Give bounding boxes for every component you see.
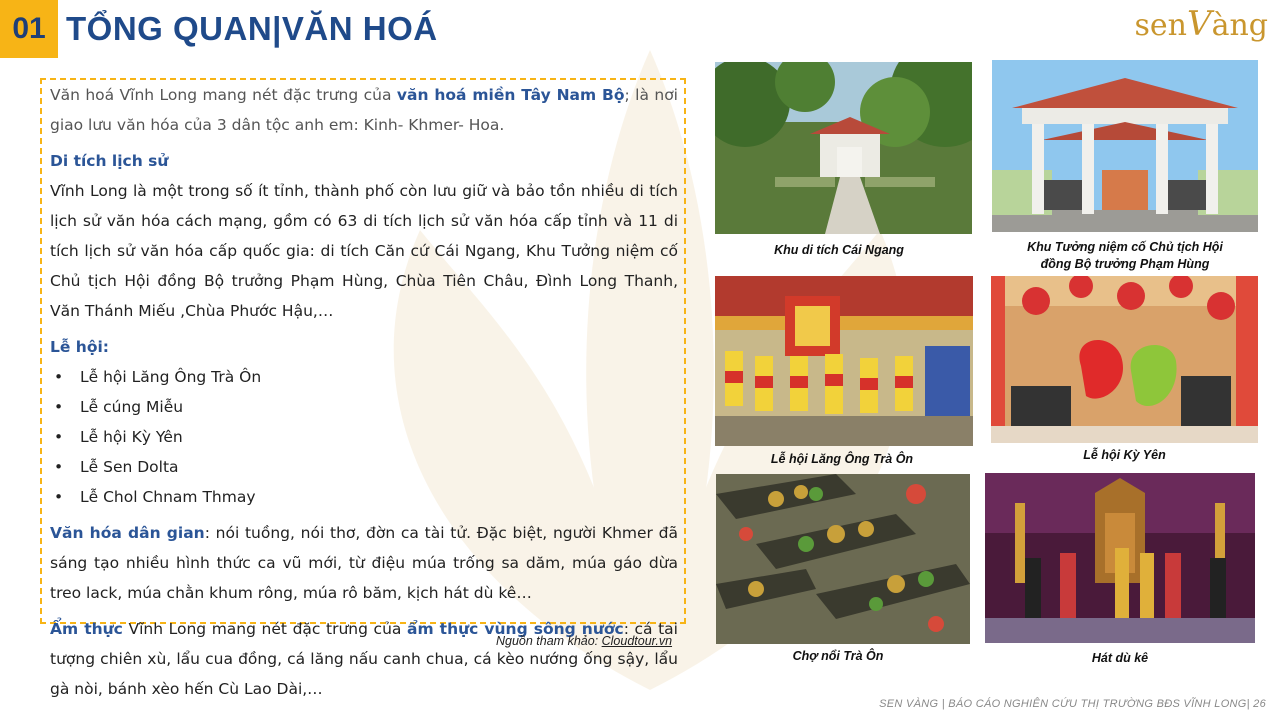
- list-item: • Lễ hội Lăng Ông Trà Ôn: [50, 362, 678, 392]
- festival-list: [50, 362, 678, 512]
- intro-paragraph: [50, 80, 678, 140]
- caption-pham-hung: [992, 239, 1258, 273]
- source-note: [496, 634, 672, 648]
- caption-hat-du-ke: Hát dù kê: [1091, 651, 1149, 665]
- content-text: [50, 80, 678, 704]
- intro-highlight: văn hoá miền Tây Nam Bộ: [396, 86, 625, 104]
- cuisine-paragraph: [50, 614, 678, 704]
- relics-heading: Di tích lịch sử: [50, 152, 169, 170]
- logo-part-3: àng: [1211, 8, 1268, 43]
- list-item: • Lễ hội Kỳ Yên: [50, 422, 678, 452]
- caption-ky-yen: Lễ hội Kỳ Yên: [1083, 448, 1166, 462]
- photo-cai-ngang: [715, 62, 972, 234]
- source-link[interactable]: Cloudtour.vn: [601, 634, 673, 648]
- intro-text-1: Văn hoá Vĩnh Long mang nét đặc trưng của: [50, 86, 397, 104]
- photo-cho-noi: [716, 474, 970, 644]
- section-number: 01: [0, 0, 58, 58]
- caption-pham-hung-line-1: Khu Tưởng niệm cố Chủ tịch Hội: [1027, 240, 1223, 254]
- cuisine-text-1: Vĩnh Long mang nét đặc trưng của: [122, 620, 407, 638]
- relics-paragraph: Vĩnh Long là một trong số ít tỉnh, thành phố còn lưu giữ và bảo tồn nhiều di tích lịch sử văn hóa cách mạng, gồm có 63 di tích lịch sử văn hóa cấp tỉnh và 11 di tích lịch sử văn hóa cấp quốc gia: di tích Căn cứ Cái Ngang, Khu Tưởng niệm cố Chủ tịch Hội đồng Bộ trưởng Phạm Hùng, Chùa Tiên Châu, Đình Long Thanh, Văn Thánh Miếu ,Chùa Phước Hậu,…: [50, 182, 678, 320]
- cuisine-heading: Ẩm thực: [50, 620, 123, 638]
- photo-hat-du-ke: [985, 473, 1255, 643]
- page-footer: SEN VÀNG | BÁO CÁO NGHIÊN CỨU THỊ TRƯỜNG BĐS VĨNH LONG| 26: [879, 698, 1266, 710]
- folk-paragraph: [50, 518, 678, 608]
- caption-cho-noi: Chợ nổi Trà Ôn: [792, 649, 884, 663]
- festivals-heading: Lễ hội:: [50, 338, 109, 356]
- list-item: • Lễ Chol Chnam Thmay: [50, 482, 678, 512]
- logo-part-2: V: [1187, 4, 1212, 44]
- list-item: • Lễ Sen Dolta: [50, 452, 678, 482]
- caption-pham-hung-line-2: đồng Bộ trưởng Phạm Hùng: [1040, 257, 1210, 271]
- folk-heading: Văn hóa dân gian: [50, 524, 205, 542]
- intro-text-2: ; là nơi giao lưu văn hóa của 3 dân tộc anh em: Kinh- Khmer- Hoa.: [50, 86, 678, 134]
- list-item: • Lễ cúng Miễu: [50, 392, 678, 422]
- source-label: Nguồn tham khảo:: [496, 634, 602, 648]
- photo-ky-yen: [991, 276, 1258, 443]
- caption-cai-ngang: Khu di tích Cái Ngang: [774, 243, 904, 257]
- photo-pham-hung: [992, 60, 1258, 232]
- cuisine-highlight: ẩm thực vùng sông nước: [407, 620, 624, 638]
- logo-part-1: sen: [1134, 8, 1188, 43]
- page-title: TỔNG QUAN|VĂN HOÁ: [66, 10, 438, 47]
- cuisine-text-2: : cá tai tượng chiên xù, lẩu cua đồng, cá lăng nấu canh chua, cá kèo nướng ống sậy, lẩu gà nòi, bánh xèo hến Cù Lao Dài,…: [50, 620, 678, 698]
- photo-lang-ong: [715, 276, 973, 446]
- folk-text: : nói tuồng, nói thơ, đờn ca tài tử. Đặc biệt, người Khmer đã sáng tạo nhiều hình thức ca vũ mới, từ điệu múa trống sa dăm, múa gáo dừa treo lack, múa chằn khum rông, múa rô băm, kịch hát dù kê…: [50, 524, 678, 602]
- brand-logo: [1135, 4, 1268, 44]
- caption-lang-ong: Lễ hội Lăng Ông Trà Ôn: [770, 452, 914, 466]
